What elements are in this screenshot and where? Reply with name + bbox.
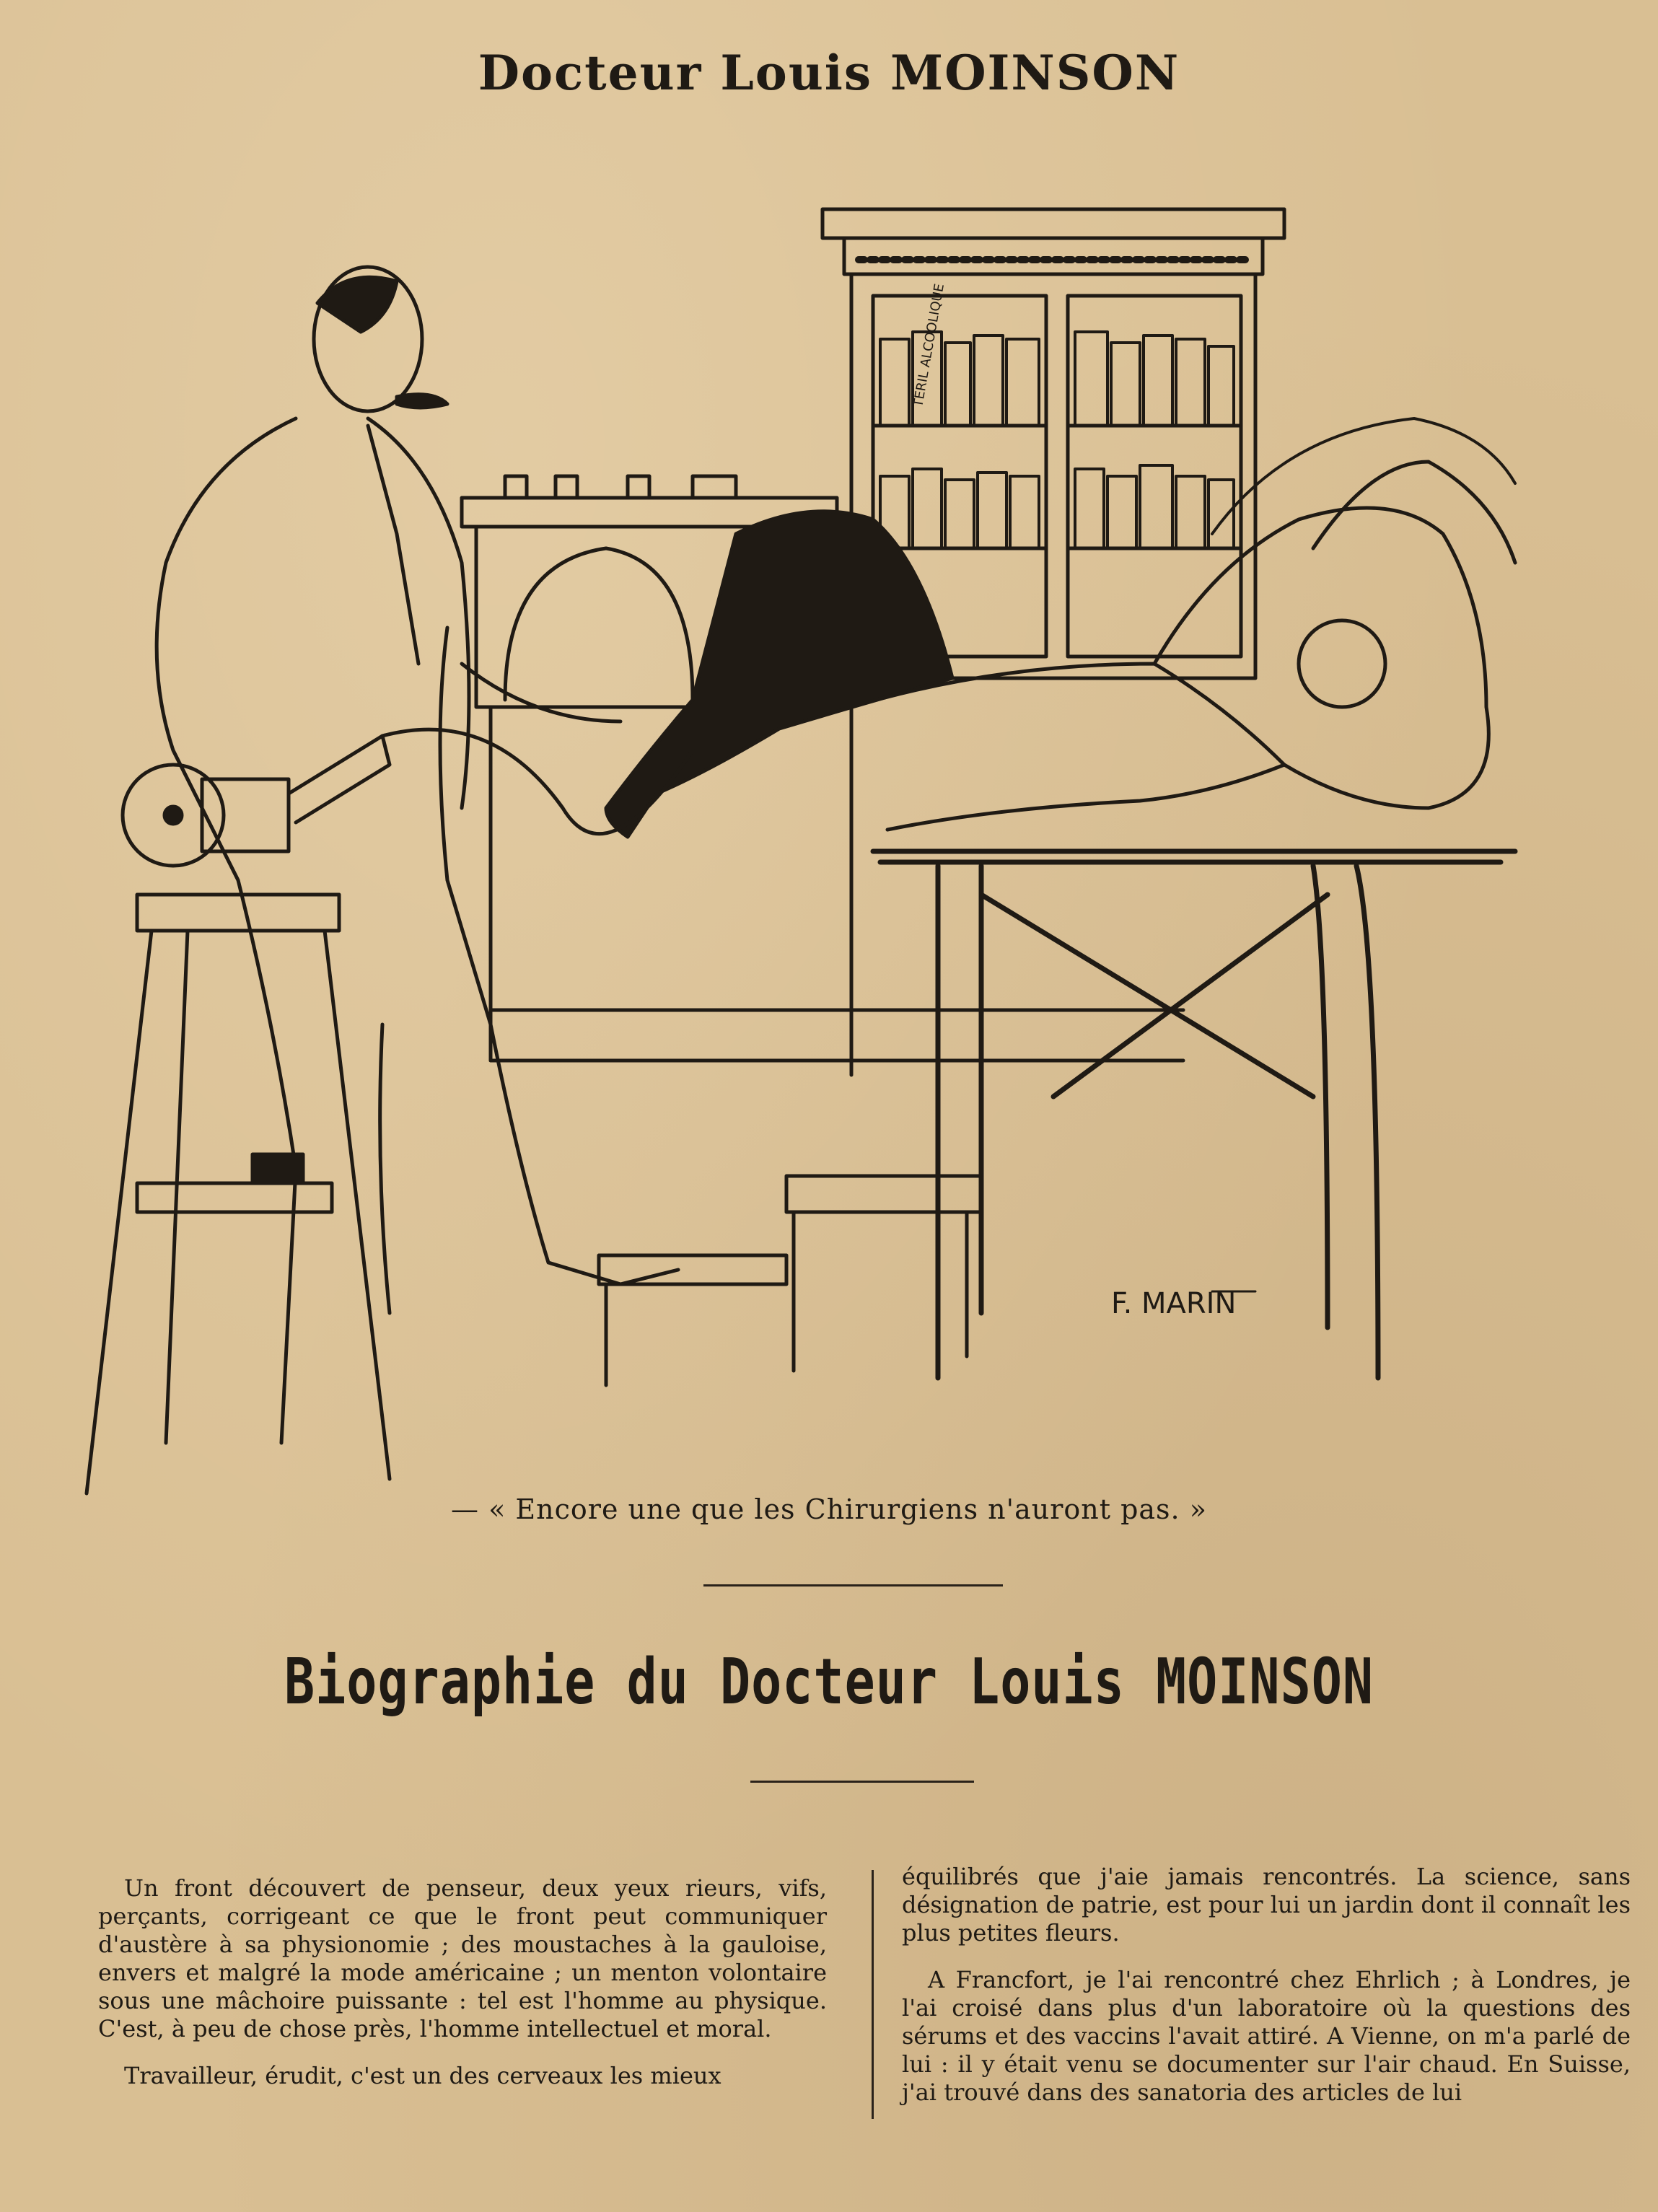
divider-rule-top [703,1584,1003,1586]
right-paragraph-1: équilibrés que j'aie jamais rencontrés. La science, sans désignation de patrie, est pour lui un jardin dont il connaît les plus petites fleurs. [902,1863,1631,1947]
step-stool [599,1176,981,1385]
biography-title: Biographie du Docteur Louis MOINSON [284,1644,1374,1719]
left-paragraph-2: Travailleur, érudit, c'est un des cerveaux les mieux [124,2062,721,2089]
biography-right-column [902,1863,1631,2125]
column-divider [872,1870,874,2119]
machine-stand [87,729,693,1493]
book-spine-label: TERIL ALCOOLIQUE [911,282,948,408]
divider-rule-bottom [750,1781,974,1783]
cartoon-illustration [58,159,1602,1515]
right-paragraph-2: A Francfort, je l'ai rencontré chez Ehrlich ; à Londres, je l'ai croisé dans plus d'un laboratoire où la questions des sérums et des vaccins l'avait attiré. A Vienne, on m'a parlé de lui : il y était venu se documenter sur l'air chaud. En Suisse, j'ai trouvé dans des sanatoria des articles de lui [902,1966,1631,2106]
left-paragraph-1: Un front découvert de penseur, deux yeux rieurs, vifs, perçants, corrigeant ce que le front peut communiquer d'austère à sa physionomie ; des moustaches à la gauloise, envers et malgré la mode américaine ; un menton volontaire sous une mâchoire puissante : tel est l'homme au physique. C'est, à peu de chose près, l'homme intellectuel et moral. [98,1874,827,2042]
illustration-caption: — « Encore une que les Chirurgiens n'auront pas. » [451,1493,1207,1525]
artist-signature: F. MARIN [1111,1287,1237,1320]
biography-left-column [98,1874,827,2109]
patient-figure [606,418,1515,837]
page-title: Docteur Louis MOINSON [478,45,1180,101]
